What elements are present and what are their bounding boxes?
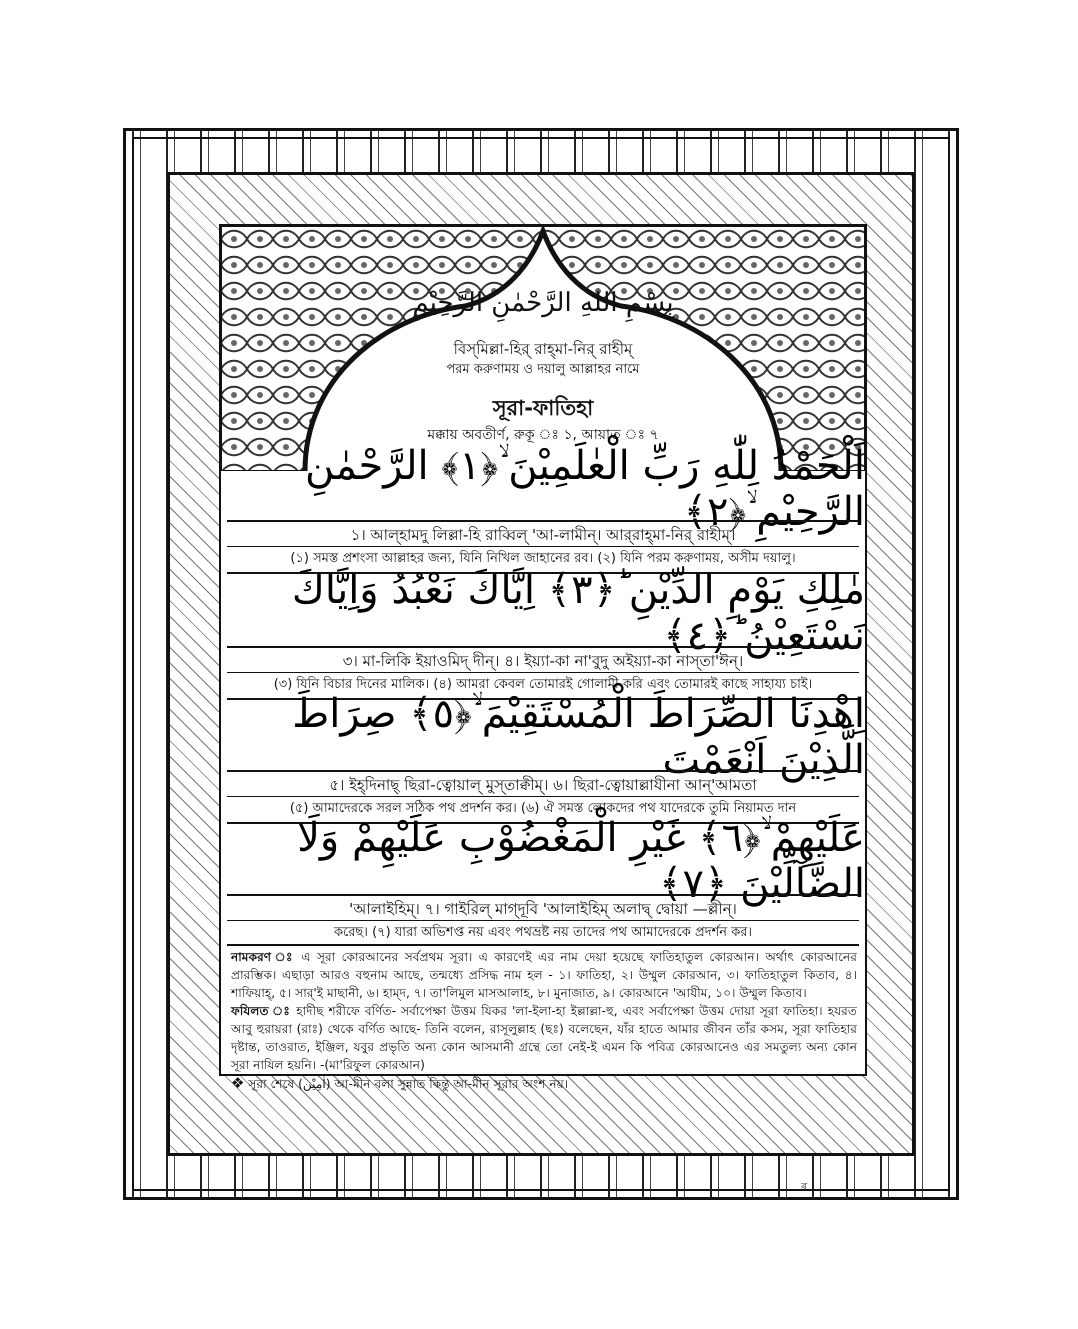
divider [227, 520, 859, 522]
verse-translation-1: (১) সমস্ত প্রশংসা আল্লাহর জন্য, যিনি নিখিল জাহানের রব। (২) যিনি পরম করুণাময়, অসীম দয়ালু। [290, 551, 796, 566]
amin-arabic: اٰمِيْن [302, 1077, 326, 1091]
divider [227, 944, 859, 946]
verse-translation-3: (৫) আমাদেরকে সরল সঠিক পথ প্রদর্শন কর। (৬) ঐ সমস্ত লোকদের পথ যাদেরকে তুমি নিয়ামত দান [289, 801, 797, 816]
notes-section [231, 948, 857, 1093]
verse-arabic-4: عَلَيْهِمْ ۙ﴿٦﴾ غَيْرِ الْمَغْضُوْبِ عَلَيْهِمْ وَلَا الضَّآلِّيْنَ ﴿٧﴾ [297, 815, 865, 907]
bismillah-transliteration: বিস্‌মিল্লা-হির্ রাহ্‌মা-নির্ রাহীম্ [453, 340, 633, 358]
content-panel [219, 224, 867, 1092]
printer-mark: ৰ [801, 1180, 808, 1193]
virtue-label: ফযিলত ঃ [231, 1004, 292, 1018]
verse-transliteration-1: ১। আল্‌হামদু লিল্লা-হি রাব্বিল্ 'আ-লামীন্। আর্‌রাহ্‌মা-নির্ রাহীম্। [350, 526, 736, 544]
divider [227, 796, 859, 797]
amin-after: ) আ-মীন বলা সুন্নাত কিন্তু আ-মীন সূরার অংশ নয়। [325, 1077, 569, 1091]
verse-transliteration-4: 'আলাইহিম্। ৭। গাইরিল্ মাগ্‌দূবি 'আলাইহিম্ অলাদ্ব্ দ্বোয়া —ল্লীন্। [349, 900, 737, 918]
naming-label: নামকরণ ঃ [231, 950, 295, 964]
bismillah-meaning: পরম করুণাময় ও দয়ালু আল্লাহর নামে [446, 362, 640, 377]
divider [227, 646, 859, 648]
amin-note [231, 1074, 857, 1093]
virtue-text: হাদীছ শরীফে বর্ণিত- সর্বাপেক্ষা উত্তম যিকর 'লা-ইলা-হা ইল্লাল্লা-হু, এবং সর্বাপেক্ষা উত্তম দোয়া সূরা ফাতিহা। হযরত আবু হুরায়রা (রাঃ) থেকে বর্ণিত আছে- তিনি বলেন, রাসূলুল্লাহ (ছঃ) বলেছেন, যাঁর হাতে আমার জীবন তাঁর কসম, সূরা ফাতিহার দৃষ্টান্ত, তাওরাত, ইঞ্জিল, যবুর প্রভৃতি অন্য কোন আসমানী গ্রন্থে তো নেই-ই এমন কি পবিত্র কোরআনেও এর সমতুল্য অন্য কোন সূরা নাযিল হয়নি। -(মা'রিফুল কোরআন) [231, 1004, 857, 1072]
divider [227, 920, 859, 921]
naming-text: এ সূরা কোরআনের সর্বপ্রথম সূরা। এ কারণেই এর নাম দেয়া হয়েছে ফাতিহাতুল কোরআন। অর্থাৎ কোরআনের প্রারম্ভিক। এছাড়া আরও বহুনাম আছে, তন্মধ্যে প্রসিদ্ধ নাম হল - ১। ফাতিহা, ২। উম্মুল কোরআন, ৩। ফাতিহাতুল কিতাব, ৪। শাফিয়াহ্, ৫। সার্'ই মাছানী, ৬। হাম্‌দ, ৭। তা'লিমুল মাসআলাহ, ৮। মুনাজাত, ৯। কোরআনে 'আযীম, ১০। উম্মুল কিতাব। [231, 950, 857, 1000]
bismillah-calligraphy: بِسْمِ اللهِ الرَّحْمٰنِ الرَّحِيْمِ [412, 288, 674, 318]
verse-arabic-1: اَلْحَمْدُ لِلّٰهِ رَبِّ الْعٰلَمِيْنَ ۙ﴿١﴾ الرَّحْمٰنِ الرَّحِيْمِ ۙ﴿٢﴾ [304, 443, 865, 535]
surah-info: মক্কায় অবতীর্ণ, রুকূ ঃ ১, আয়াত ঃ ৭ [427, 427, 659, 443]
verse-translation-4: করেছ। (৭) যারা অভিশপ্ত নয় এবং পথভ্রষ্ট নয় তাদের পথ আমাদেরকে প্রদর্শন কর। [333, 925, 753, 940]
divider [227, 894, 859, 896]
verse-transliteration-2: ৩। মা-লিকি ইয়াওমিদ্ দীন্। ৪। ইয়্যা-কা না'বুদু অইয়্যা-কা নাস্‌তা'ঈন্। [342, 652, 744, 670]
verse-arabic-3: اِهْدِنَا الصِّرَاطَ الْمُسْتَقِيْمَ ۙ﴿٥﴾ صِرَاطَ الَّذِيْنَ اَنْعَمْتَ [292, 691, 865, 783]
surah-title: সূরা-ফাতিহা [492, 396, 594, 420]
amin-before: সূরা শেষে ( [248, 1077, 303, 1091]
verse-transliteration-3: ৫। ইহ্‌দিনাছ্ ছিরা-ত্বোয়াল্ মুস্‌তাক্বীম্। ৬। ছিরা-ত্বোয়াল্লাযীনা আন্'আমতা [329, 776, 757, 794]
divider [227, 672, 859, 673]
ornament-bullet-icon: ❖ [231, 1074, 245, 1092]
naming-paragraph [231, 948, 857, 1002]
verse-arabic-2: مٰلِكِ يَوْمِ الدِّيْنِ ؕ﴿٣﴾ اِيَّاكَ نَعْبُدُ وَاِيَّاكَ نَسْتَعِيْنُ ؕ﴿٤﴾ [291, 567, 865, 659]
divider [227, 770, 859, 772]
verse-translation-2: (৩) যিনি বিচার দিনের মালিক। (৪) আমরা কেবল তোমারই গোলামী করি এবং তোমারই কাছে সাহায্য চাই। [273, 677, 813, 692]
virtue-paragraph [231, 1002, 857, 1074]
ornamental-page [123, 128, 959, 1200]
divider [227, 546, 859, 547]
